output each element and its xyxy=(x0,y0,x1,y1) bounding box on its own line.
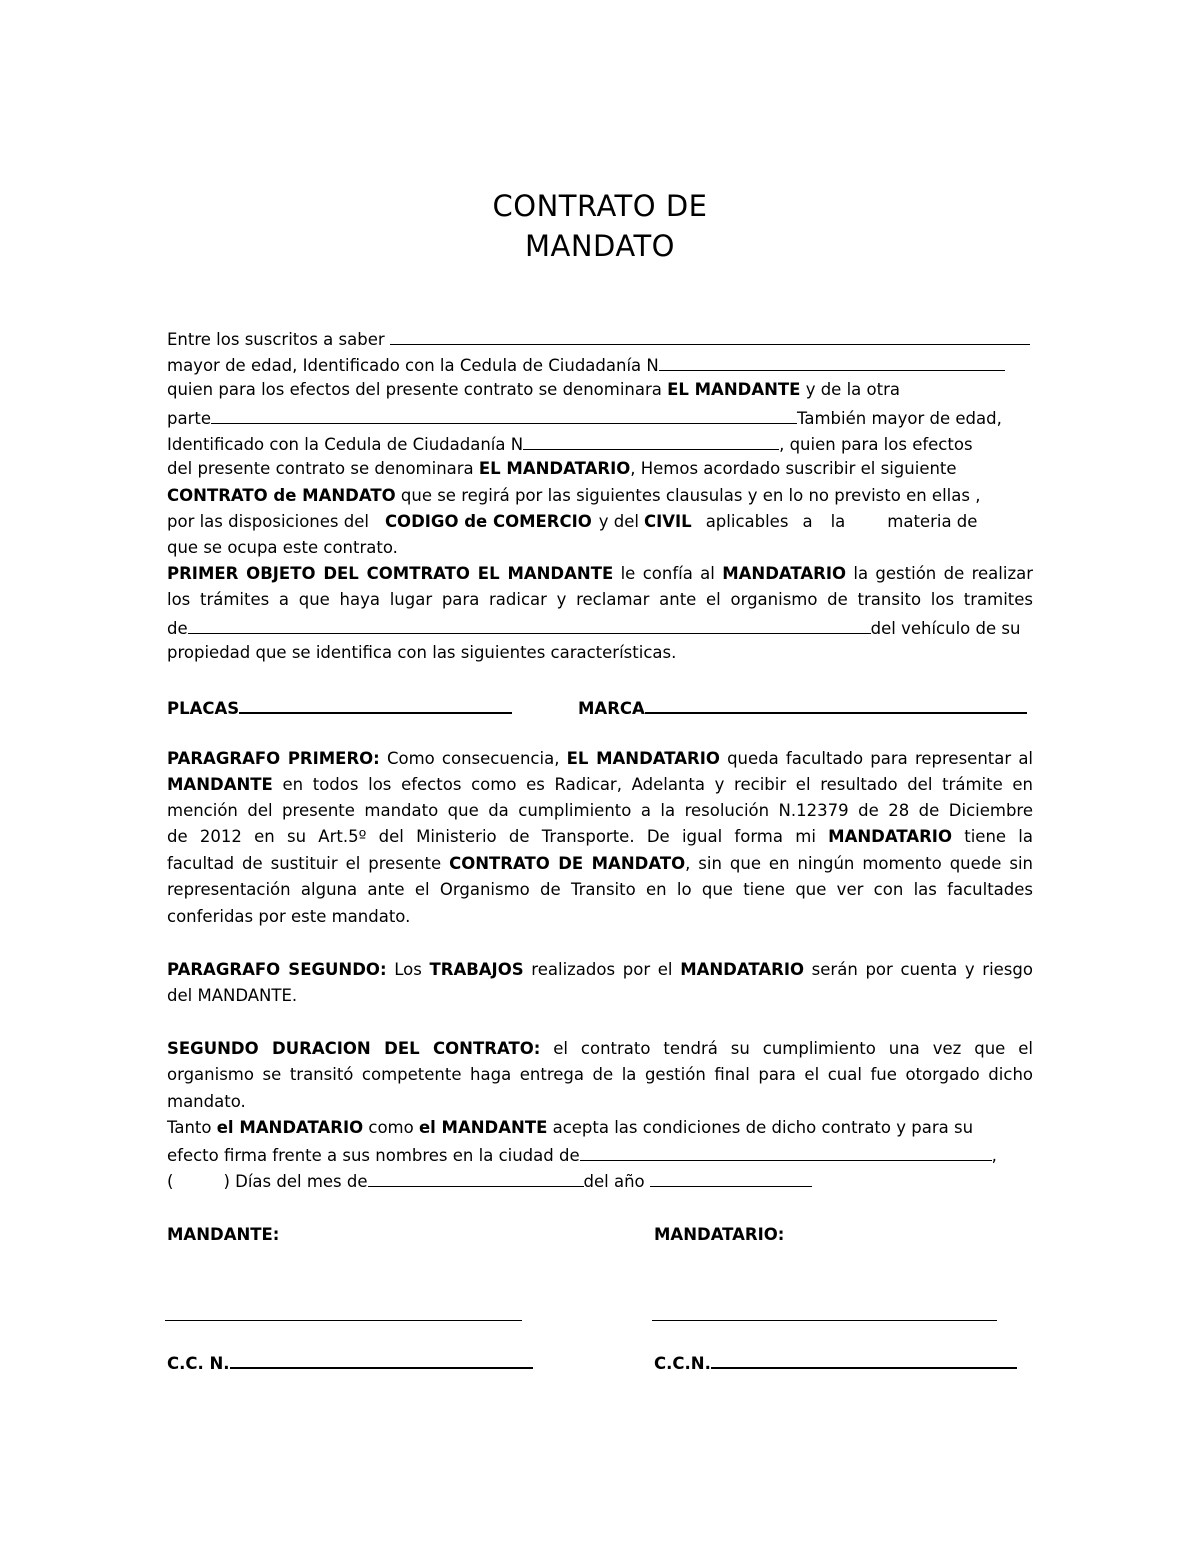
cc-mandante-field[interactable] xyxy=(230,1350,533,1369)
intro-line-4: parte También mayor de edad, xyxy=(167,406,1002,430)
segundo-line-2: organismo se transitó competente haga entrega de la gestión final para el cual fue otorgado dicho xyxy=(167,1065,1033,1084)
primero-line-3: de del vehículo de su xyxy=(167,616,1020,640)
segundo-line-3: mandato. xyxy=(167,1092,246,1111)
mandante-signature-label: MANDANTE: xyxy=(167,1225,280,1244)
cedula-mandatario-field[interactable] xyxy=(523,432,779,450)
marca-line: MARCA xyxy=(578,695,1027,720)
paragrafo1-line-3: mención del presente mandato que da cumplimiento a la resolución N.12379 de 28 de Diciembre xyxy=(167,801,1033,820)
primero-line-1: PRIMER OBJETO DEL COMTRATO EL MANDANTE le confía al MANDATARIO la gestión de realizar xyxy=(167,564,1033,583)
segundo-line-5: efecto firma frente a sus nombres en la ciudad de , xyxy=(167,1143,997,1167)
intro-line-2: mayor de edad, Identificado con la Cedula de Ciudadanía N xyxy=(167,353,1005,377)
paragrafo1-line-7: conferidas por este mandato. xyxy=(167,907,411,926)
tramites-field[interactable] xyxy=(188,616,871,634)
intro-line-8: por las disposiciones del CODIGO de COMERCIO y del CIVIL aplicables a la materia de xyxy=(167,512,978,531)
mes-field[interactable] xyxy=(368,1169,584,1187)
contract-title-line1: CONTRATO DE xyxy=(492,189,708,223)
primero-line-2: los trámites a que haya lugar para radicar y reclamar ante el organismo de transito los tramites xyxy=(167,590,1033,609)
anio-field[interactable] xyxy=(650,1169,812,1187)
cedula-mandante-field[interactable] xyxy=(659,353,1005,371)
paragrafo1-line-6: representación alguna ante el Organismo de Transito en lo que tiene que ver con las facultades xyxy=(167,880,1033,899)
segundo-line-6: ( ) Días del mes de del año xyxy=(167,1169,812,1193)
mandatario-signature-line[interactable] xyxy=(652,1320,997,1321)
contract-title-line2: MANDATO xyxy=(524,229,675,263)
marca-field[interactable] xyxy=(645,695,1027,714)
placas-line: PLACAS xyxy=(167,695,512,720)
mandante-signature-line[interactable] xyxy=(165,1320,522,1321)
segundo-line-1: SEGUNDO DURACION DEL CONTRATO: el contrato tendrá su cumplimiento una vez que el xyxy=(167,1039,1033,1058)
cc-mandatario-field[interactable] xyxy=(711,1350,1017,1369)
name-mandante-field[interactable] xyxy=(390,327,1030,345)
paragrafo1-line-1: PARAGRAFO PRIMERO: Como consecuencia, EL MANDATARIO queda facultado para representar al xyxy=(167,749,1034,768)
paragrafo1-line-4: de 2012 en su Art.5º del Ministerio de Transporte. De igual forma mi MANDATARIO tiene la xyxy=(167,827,1034,846)
intro-line-3: quien para los efectos del presente contrato se denominara EL MANDANTE y de la otra xyxy=(167,380,900,399)
paragrafo1-line-5: facultad de sustituir el presente CONTRATO DE MANDATO, sin que en ningún momento quede sin xyxy=(167,854,1033,873)
name-mandatario-field[interactable] xyxy=(211,406,797,424)
intro-line-6: del presente contrato se denominara EL MANDATARIO, Hemos acordado suscribir el siguiente xyxy=(167,459,957,478)
primero-line-4: propiedad que se identifica con las siguientes características. xyxy=(167,643,677,662)
segundo-line-4: Tanto el MANDATARIO como el MANDANTE acepta las condiciones de dicho contrato y para su xyxy=(167,1118,974,1137)
placas-field[interactable] xyxy=(239,695,512,714)
paragrafo2-line-1: PARAGRAFO SEGUNDO: Los TRABAJOS realizados por el MANDATARIO serán por cuenta y riesgo xyxy=(167,960,1033,979)
cc-right-line: C.C.N. xyxy=(654,1350,1017,1375)
intro-line-9: que se ocupa este contrato. xyxy=(167,538,398,557)
mandatario-signature-label: MANDATARIO: xyxy=(654,1225,785,1244)
cc-left-line: C.C. N. xyxy=(167,1350,533,1375)
ciudad-field[interactable] xyxy=(580,1143,992,1161)
intro-line-1: Entre los suscritos a saber xyxy=(167,327,1030,351)
paragrafo2-line-2: del MANDANTE. xyxy=(167,986,298,1005)
intro-line-7: CONTRATO de MANDATO que se regirá por las siguientes clausulas y en lo no previsto en ellas , xyxy=(167,486,981,505)
paragrafo1-line-2: MANDANTE en todos los efectos como es Radicar, Adelanta y recibir el resultado del trámite en xyxy=(167,775,1033,794)
intro-line-5: Identificado con la Cedula de Ciudadanía N , quien para los efectos xyxy=(167,432,973,456)
